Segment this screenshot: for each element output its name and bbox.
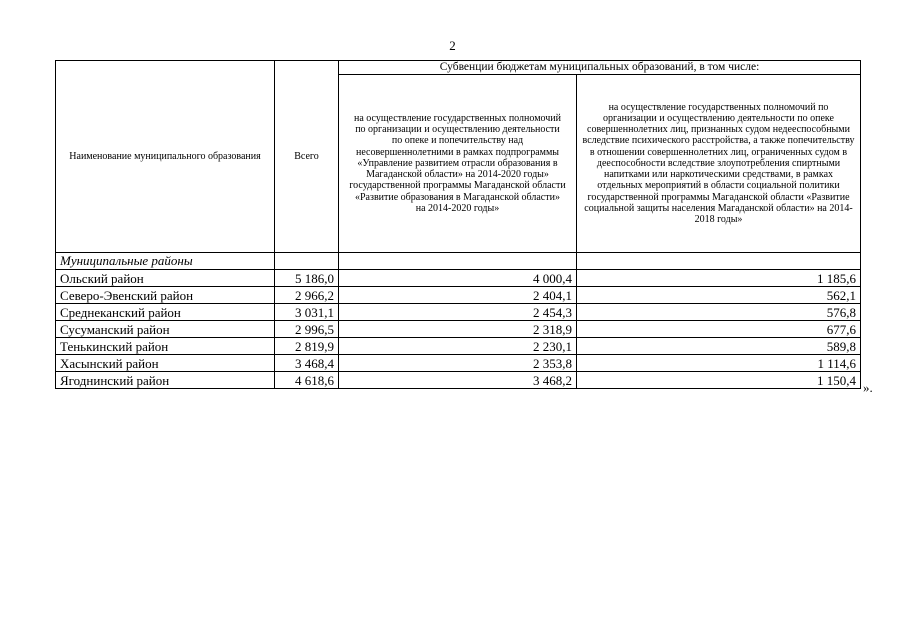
total-value: 2 996,5 — [275, 321, 339, 338]
total-value: 2 966,2 — [275, 287, 339, 304]
col2-value: 589,8 — [577, 338, 861, 355]
page-number: 2 — [449, 38, 456, 53]
col2-value: 562,1 — [577, 287, 861, 304]
table-row — [56, 355, 861, 372]
table-row — [56, 304, 861, 321]
section-row — [56, 253, 861, 270]
col1-value: 2 318,9 — [339, 321, 577, 338]
table-row — [56, 287, 861, 304]
header-group-label: Субвенции бюджетам муниципальных образований, в том числе: — [339, 61, 861, 75]
table-row — [56, 270, 861, 287]
total-value: 5 186,0 — [275, 270, 339, 287]
district-name: Хасынский район — [56, 355, 275, 372]
district-name: Северо-Эвенский район — [56, 287, 275, 304]
col2-value: 1 185,6 — [577, 270, 861, 287]
total-value: 3 031,1 — [275, 304, 339, 321]
subsidy-table — [55, 60, 861, 389]
section-title: Муниципальные районы — [56, 253, 275, 270]
col1-value: 2 404,1 — [339, 287, 577, 304]
col1-value: 2 454,3 — [339, 304, 577, 321]
district-name: Ольский район — [56, 270, 275, 287]
col2-value: 677,6 — [577, 321, 861, 338]
table-row — [56, 321, 861, 338]
total-value: 2 819,9 — [275, 338, 339, 355]
col1-value: 2 230,1 — [339, 338, 577, 355]
header-subcolumn-guardianship-minors: на осуществление государственных полномочий по организации и осуществлению деятельности по опеке и попечительству над несовершеннолетними в рамках подпрограммы «Управление развитием отрасли образования в Магаданской области» на 2014-2020 годы» государственной программы Магаданской области «Развитие образования в Магаданской области» на 2014-2020 годы» — [339, 75, 577, 253]
district-name: Среднеканский район — [56, 304, 275, 321]
col2-value: 576,8 — [577, 304, 861, 321]
district-name: Ягоднинский район — [56, 372, 275, 389]
total-value: 4 618,6 — [275, 372, 339, 389]
district-name: Тенькинский район — [56, 338, 275, 355]
district-name: Сусуманский район — [56, 321, 275, 338]
col2-value: 1 150,4 — [577, 372, 861, 389]
col1-value: 2 353,8 — [339, 355, 577, 372]
header-total-column: Всего — [275, 61, 339, 253]
col2-value: 1 114,6 — [577, 355, 861, 372]
table-row — [56, 372, 861, 389]
table-row — [56, 338, 861, 355]
header-subcolumn-guardianship-adults: на осуществление государственных полномочий по организации и осуществлению деятельности по опеке совершеннолетних лиц, признанных судом недееспособными вследствие психического расстройства, а также попечительству в отношении совершеннолетних лиц, ограниченных судом в дееспособности вследствие злоупотребления спиртными напитками или наркотическими средствами, в рамках отдельных мероприятий в области социальной политики государственной программы Магаданской области «Развитие социальной защиты населения Магаданской области» на 2014-2018 годы» — [577, 75, 861, 253]
col1-value: 4 000,4 — [339, 270, 577, 287]
header-name-column: Наименование муниципального образования — [56, 61, 275, 253]
total-value: 3 468,4 — [275, 355, 339, 372]
closing-quote-mark: ». — [863, 380, 873, 395]
col1-value: 3 468,2 — [339, 372, 577, 389]
